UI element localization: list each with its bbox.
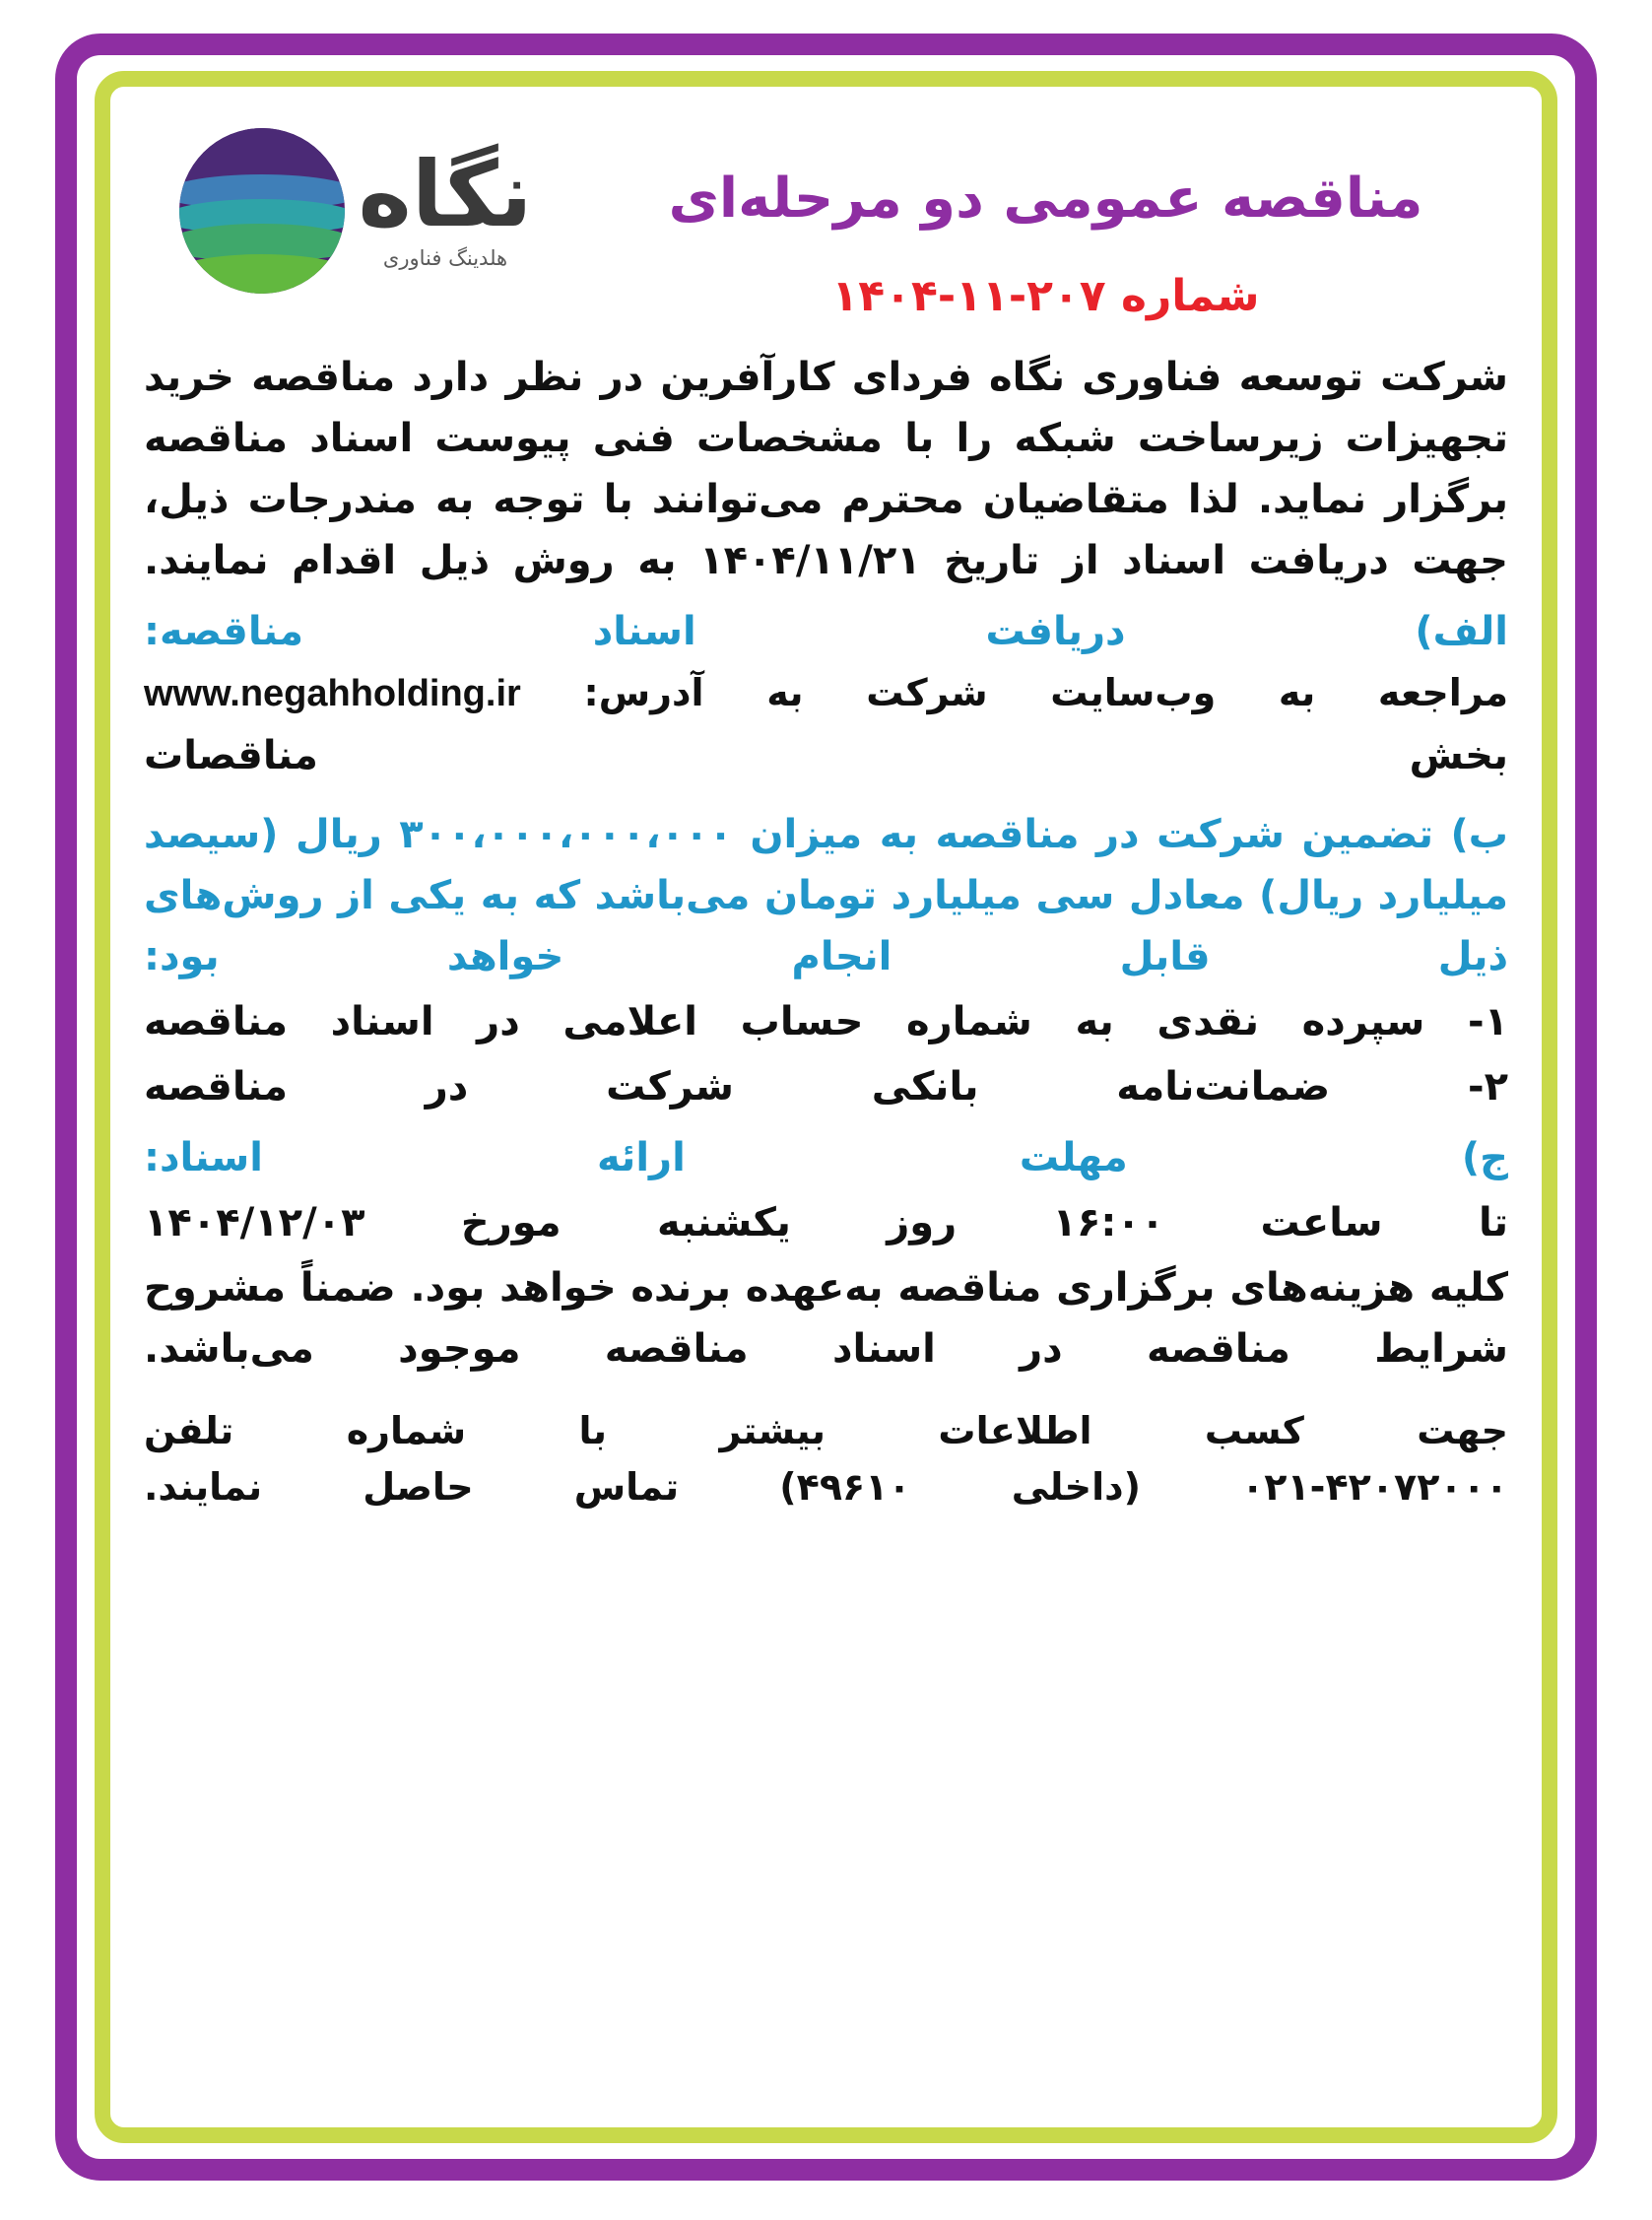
title-block	[583, 114, 1508, 321]
logo-band-lightgreen	[179, 254, 345, 294]
section-c-deadline: تا ساعت ۱۶:۰۰ روز یکشنبه مورخ ۱۴۰۴/۱۲/۰۳	[144, 1200, 1508, 1246]
logo-name: نگاه	[358, 142, 533, 248]
logo-subtitle: هلدینگ فناوری	[382, 245, 508, 270]
globe-logo-icon	[179, 128, 345, 294]
website-url[interactable]: www.negahholding.ir	[144, 673, 521, 715]
logo-wordmark	[359, 128, 533, 294]
logo-row	[179, 128, 533, 294]
section-c-heading: ج) مهلت ارائه اسناد:	[144, 1135, 1508, 1181]
section-a-website-prefix: مراجعه به وب‌سایت شرکت به آدرس:	[583, 671, 1508, 715]
section-b-text: ب) تضمین شرکت در مناقصه به میزان ۳۰۰،۰۰۰،۰۰۰،۰۰۰ ریال (سیصد میلیارد ریال) معادل سی میلیارد تومان می‌باشد که به یکی از روش‌های ذیل قابل انجام خواهد بود:	[144, 812, 1508, 980]
section-a-website-line	[144, 664, 1508, 723]
poster-header	[144, 114, 1508, 321]
section-b-item-1: ۱- سپرده نقدی به شماره حساب اعلامی در اسناد مناقصه	[144, 999, 1508, 1045]
contact-line-2: ۰۲۱-۴۲۰۷۲۰۰۰ (داخلی ۴۹۶۱۰) تماس حاصل نمایند.	[144, 1465, 1508, 1510]
section-a-heading: الف) دریافت اسناد مناقصه:	[144, 609, 1508, 655]
body-text	[144, 347, 1508, 1515]
tender-number-text: شماره ۲۰۷-۱۱-۱۴۰۴	[831, 271, 1260, 322]
page-title: مناقصه عمومی دو مرحله‌ای	[668, 167, 1423, 231]
contact-line-1: جهت کسب اطلاعات بیشتر با شماره تلفن	[144, 1409, 1508, 1453]
intro-paragraph: شرکت توسعه فناوری نگاه فردای کارآفرین در نظر دارد مناقصه خرید تجهیزات زیرساخت شبکه را با مشخصات فنی پیوست اسناد مناقصه برگزار نماید. لذا متقاضیان محترم می‌توانند با توجه به مندرجات ذیل، جهت دریافت اسناد از تاریخ ۱۴۰۴/۱۱/۲۱ به روش ذیل اقدام نمایند.	[144, 355, 1508, 584]
tender-number	[583, 271, 1508, 321]
section-c-note: کلیه هزینه‌های برگزاری مناقصه به‌عهده برنده خواهد بود. ضمناً مشروح شرایط مناقصه در اسناد مناقصه موجود می‌باشد.	[144, 1265, 1508, 1373]
poster-content	[122, 99, 1530, 2116]
section-a-line2: بخش مناقصات	[144, 733, 1508, 779]
company-logo	[144, 114, 567, 294]
contact-footer	[144, 1403, 1508, 1515]
section-b-item-2: ۲- ضمانت‌نامه بانکی شرکت در مناقصه	[144, 1064, 1508, 1110]
